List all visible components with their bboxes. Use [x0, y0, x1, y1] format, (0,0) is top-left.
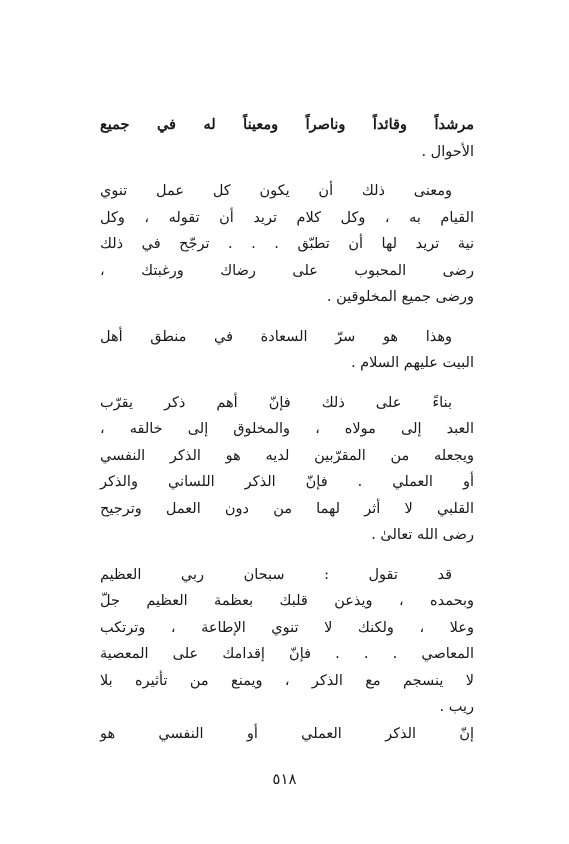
- paragraph-6: [100, 721, 474, 748]
- text-line: نية تريد لها أن تطبّق . . . ترجّح في ذلك: [100, 236, 474, 252]
- page-number: ٥١٨: [272, 770, 297, 788]
- paragraph-3: [100, 324, 474, 377]
- paragraph-gap: [100, 377, 474, 390]
- text-line: وعلا ، ولكنك لا تنوي الإطاعة ، وترتكب: [100, 619, 474, 636]
- text-line: القيام به ، وكل كلام تريد أن تقوله ، وكل: [100, 209, 474, 226]
- text-line: رضى الله تعالىٰ .: [371, 527, 474, 543]
- paragraph-5: [100, 562, 474, 721]
- text-line: قد تقول : سبحان ربي العظيم: [100, 566, 452, 583]
- text-line: رضى المحبوب على رضاك ورغبتك ،: [100, 262, 474, 279]
- text-line: مرشداً وقائداً وناصراً ومعيناً له في جميع: [100, 116, 474, 133]
- text-line: ورضى جميع المخلوقين .: [326, 289, 474, 305]
- text-line: العبد إلى مولاه ، والمخلوق إلى خالقه ،: [100, 421, 474, 437]
- text-line: الأحوال .: [421, 143, 474, 160]
- paragraph-gap: [100, 549, 474, 562]
- paragraph-gap: [100, 165, 474, 178]
- text-line: القلبي لا أثر لهما من دون العمل وترجيح: [100, 500, 474, 517]
- text-line: ومعنى ذلك أن يكون كل عمل تنوي: [100, 183, 452, 199]
- body-text: [100, 112, 474, 747]
- text-line: المعاصي . . . فإنّ إقدامك على المعصية: [100, 646, 474, 662]
- paragraph-1: [100, 112, 474, 165]
- text-line: لا ينسجم مع الذكر ، ويمنع من تأثيره بلا: [100, 672, 474, 689]
- text-line: وهذا هو سرّ السعادة في منطق أهل: [100, 328, 452, 345]
- text-line: إنّ الذكر العملي أو النفسي هو: [100, 725, 474, 742]
- paragraph-2: [100, 178, 474, 311]
- text-line: ويجعله من المقرّبين لديه هو الذكر النفسي: [100, 447, 474, 464]
- paragraph-4: [100, 390, 474, 549]
- text-line: أو العملي . فإنّ الذكر اللساني والذكر: [100, 474, 474, 490]
- text-line: بناءً على ذلك فإنّ أهم ذكر يقرّب: [100, 394, 452, 411]
- paragraph-gap: [100, 311, 474, 324]
- text-line: وبحمده ، ويذعن قلبك بعظمة العظيم جلّ: [100, 593, 474, 609]
- text-line: البيت عليهم السلام .: [350, 355, 474, 371]
- text-line: ريب .: [439, 699, 474, 715]
